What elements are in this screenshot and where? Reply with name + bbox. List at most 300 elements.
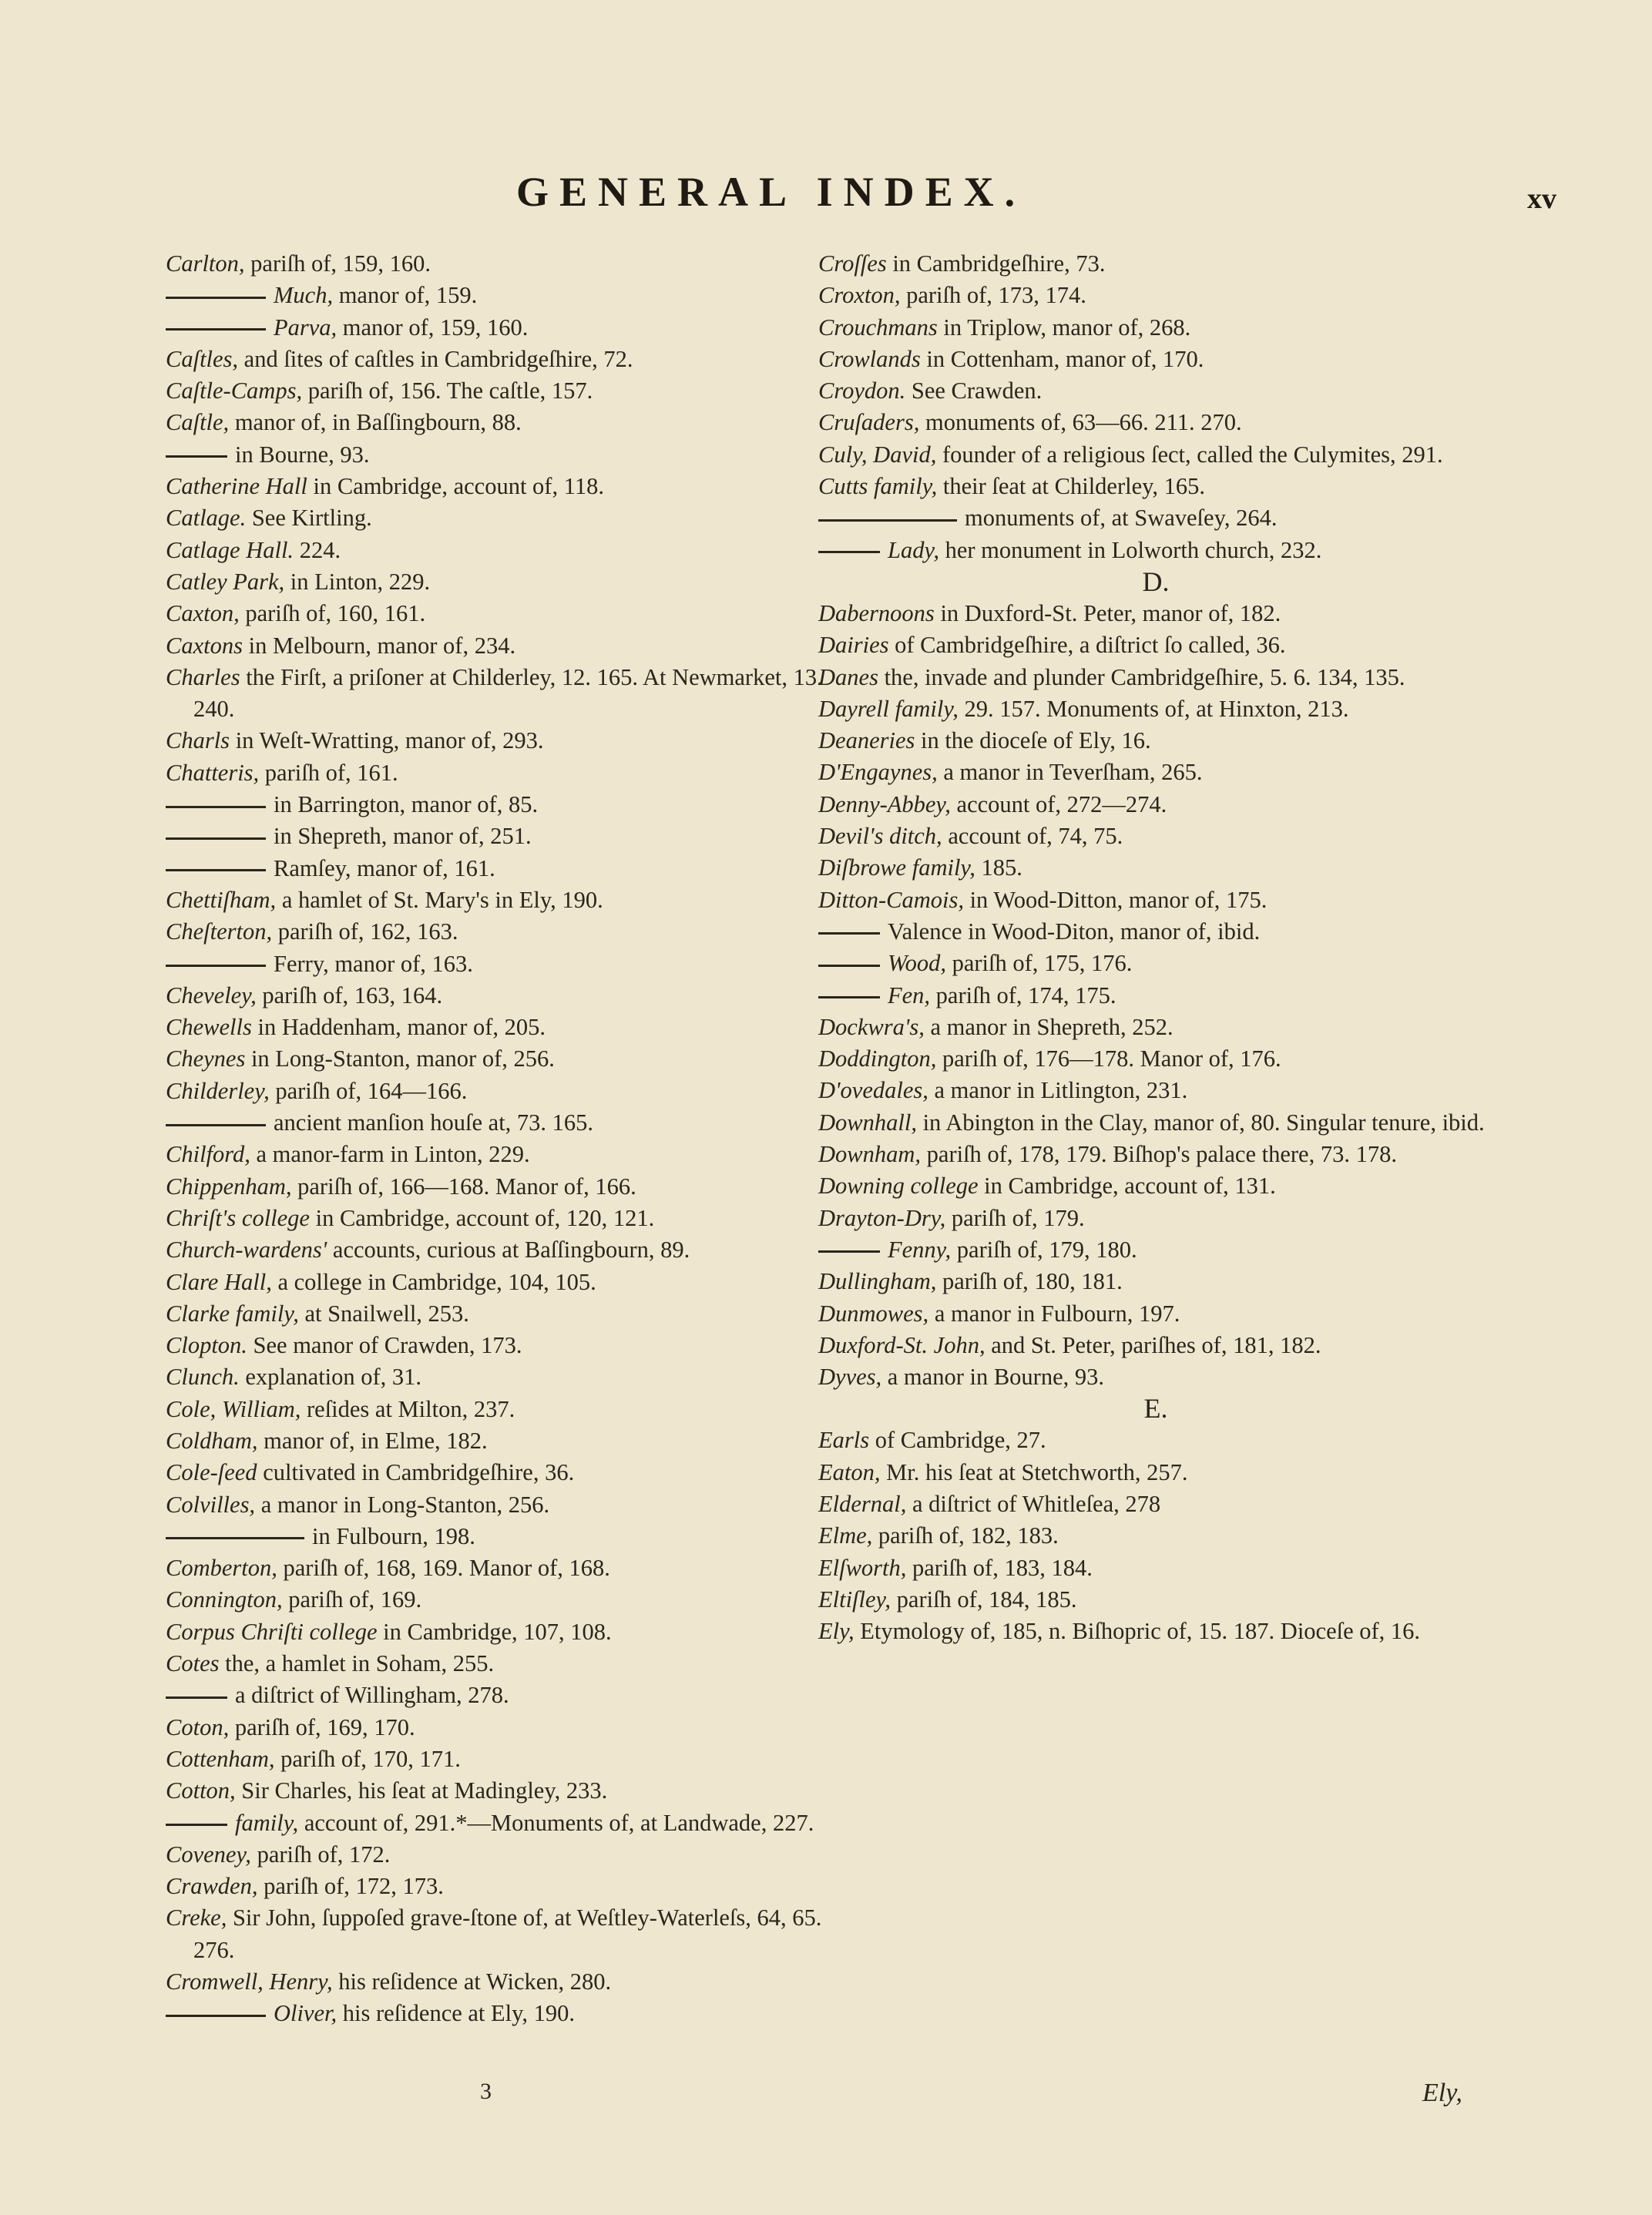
entry-text: his reſidence at Wicken, 280. — [332, 1968, 612, 1995]
index-entry — [818, 375, 1493, 407]
entry-text: pariſh of, 179, 180. — [951, 1236, 1137, 1263]
index-entry — [818, 502, 1493, 534]
index-entry — [818, 471, 1493, 502]
ditto-dash — [166, 328, 266, 331]
entry-text: pariſh of, 159, 160. — [244, 250, 431, 277]
entry-term: Caſtle, — [166, 409, 230, 436]
entry-term: Caxton, — [166, 600, 240, 627]
entry-term: Cromwell, Henry, — [166, 1968, 333, 1995]
entry-term: Crawden, — [166, 1873, 258, 1900]
index-entry — [818, 1330, 1493, 1361]
index-entry — [166, 1489, 825, 1521]
ditto-dash — [818, 519, 957, 522]
entry-text: in Linton, 229. — [284, 568, 431, 595]
entry-term: Clunch. — [166, 1364, 240, 1391]
entry-term: Drayton-Dry, — [818, 1204, 946, 1231]
index-entry — [166, 1871, 825, 1902]
entry-text: his reſidence at Ely, 190. — [337, 2000, 576, 2027]
entry-text: pariſh of, 184, 185. — [891, 1586, 1077, 1613]
entry-text: a diſtrict of Willingham, 278. — [235, 1682, 509, 1709]
index-entry — [818, 1584, 1493, 1616]
entry-text: her monument in Lolworth church, 232. — [938, 536, 1322, 563]
entry-text: in Cambridge, 107, 108. — [377, 1618, 612, 1645]
index-entry — [166, 248, 825, 280]
entry-term: Cutts family, — [818, 473, 938, 500]
entry-term: Fen, — [888, 982, 931, 1008]
entry-term: Elme, — [818, 1522, 873, 1549]
entry-term: Devil's ditch, — [818, 823, 942, 850]
entry-term: Catherine Hall — [166, 473, 307, 500]
letter-heading: E. — [1143, 1393, 1168, 1425]
entry-text: pariſh of, 182, 183. — [872, 1522, 1059, 1549]
entry-text: pariſh of, 160, 161. — [239, 600, 426, 627]
entry-text: 224. — [294, 536, 341, 563]
entry-text: pariſh of, 172, 173. — [257, 1873, 444, 1900]
entry-term: Croydon. — [818, 378, 906, 404]
entry-text: a college in Cambridge, 104, 105. — [271, 1268, 596, 1295]
page-number: xv — [1527, 183, 1556, 215]
entry-term: Catlage Hall. — [166, 536, 294, 563]
right-column — [818, 248, 1493, 1647]
index-entry — [166, 280, 825, 311]
index-entry — [166, 1171, 825, 1203]
entry-term: Crouchmans — [818, 314, 938, 341]
entry-text: pariſh of, 172. — [250, 1841, 391, 1868]
ditto-dash — [818, 996, 880, 998]
entry-term: Dairies — [818, 632, 889, 659]
index-entry — [166, 1584, 825, 1616]
index-entry — [818, 1012, 1493, 1043]
entry-text: the, invade and plunder Cambridgeſhire, 5. 6. 134, 135. — [878, 663, 1405, 690]
ditto-dash — [818, 965, 880, 967]
entry-term: Fenny, — [888, 1236, 952, 1263]
entry-text: a manor in Teverſham, 265. — [937, 759, 1203, 786]
ditto-dash — [166, 869, 266, 871]
entry-text: in Duxford-St. Peter, manor of, 182. — [934, 599, 1281, 626]
index-entry — [166, 1712, 825, 1743]
index-entry — [818, 693, 1493, 725]
index-entry — [166, 407, 825, 438]
index-entry — [818, 1139, 1493, 1170]
index-entry — [166, 1807, 825, 1839]
index-entry — [818, 1457, 1493, 1488]
entry-text: cultivated in Cambridgeſhire, 36. — [257, 1459, 575, 1486]
ditto-dash — [166, 806, 266, 808]
entry-text: Sir John, ſuppoſed grave-ſtone of, at Weſtley-Waterleſs, 64, 65. 276. — [193, 1905, 822, 1963]
index-entry — [166, 1648, 825, 1680]
index-entry — [166, 916, 825, 948]
ditto-dash — [166, 1824, 227, 1826]
index-entry — [166, 535, 825, 566]
index-entry — [818, 1520, 1493, 1552]
ditto-dash — [166, 1537, 304, 1539]
entry-term: Dyves, — [818, 1364, 882, 1391]
entry-text: pariſh of, 168, 169. Manor of, 168. — [277, 1555, 610, 1582]
entry-text: in Cambridgeſhire, 73. — [886, 250, 1106, 277]
entry-term: Dabernoons — [818, 599, 935, 626]
entry-term: Coldham, — [166, 1427, 258, 1454]
index-entry — [818, 1075, 1493, 1106]
entry-text: account of, 291.*—Monuments of, at Landwade, 227. — [298, 1809, 814, 1836]
entry-term: Dayrell family, — [818, 695, 959, 722]
index-entry — [166, 1043, 825, 1075]
entry-term: family, — [235, 1809, 299, 1836]
entry-text: explanation of, 31. — [239, 1364, 422, 1391]
entry-text: pariſh of, 178, 179. Biſhop's palace there, 73. 178. — [921, 1141, 1397, 1168]
entry-text: in Abington in the Clay, manor of, 80. Singular tenure, ibid. — [916, 1109, 1485, 1136]
entry-text: in the dioceſe of Ely, 16. — [915, 727, 1151, 754]
index-entry — [818, 725, 1493, 757]
entry-term: Croxton, — [818, 282, 901, 309]
index-entry — [166, 312, 825, 344]
entry-term: Church-wardens' — [166, 1237, 327, 1264]
index-entry — [818, 1043, 1493, 1075]
index-entry — [166, 1394, 825, 1425]
index-entry — [166, 630, 825, 662]
index-entry — [166, 1203, 825, 1234]
entry-term: Caſtle-Camps, — [166, 378, 303, 404]
index-entry — [818, 789, 1493, 821]
entry-text: See Crawden. — [905, 378, 1043, 404]
entry-text: ancient manſion houſe at, 73. 165. — [274, 1109, 594, 1136]
entry-term: Ely, — [818, 1618, 855, 1645]
entry-text: in Triplow, manor of, 268. — [937, 314, 1191, 341]
ditto-dash — [166, 455, 227, 458]
entry-term: Earls — [818, 1427, 870, 1454]
index-entry — [166, 980, 825, 1012]
index-entry — [166, 1361, 825, 1393]
entry-text: in Haddenham, manor of, 205. — [251, 1014, 546, 1041]
entry-term: Carlton, — [166, 250, 245, 277]
ditto-dash — [166, 965, 266, 967]
entry-text: pariſh of, 156. The caſtle, 157. — [302, 378, 593, 404]
entry-text: in Wood-Ditton, manor of, 175. — [963, 886, 1268, 913]
entry-text: manor of, 159. — [333, 282, 478, 309]
entry-term: Deaneries — [818, 727, 915, 754]
index-entry — [818, 757, 1493, 788]
entry-text: in Long-Stanton, manor of, 256. — [245, 1045, 555, 1072]
index-entry — [166, 725, 825, 757]
index-entry — [818, 884, 1493, 916]
entry-text: a manor in Litlington, 231. — [928, 1077, 1188, 1104]
index-entry — [818, 248, 1493, 280]
entry-text: reſides at Milton, 237. — [301, 1395, 515, 1422]
entry-text: monuments of, at Swaveſey, 264. — [965, 505, 1278, 532]
entry-term: Dockwra's, — [818, 1013, 925, 1040]
entry-term: Chriſt's college — [166, 1204, 310, 1231]
entry-term: Oliver, — [274, 2000, 337, 2027]
entry-term: Duxford-St. John, — [818, 1331, 985, 1358]
entry-text: pariſh of, 163, 164. — [256, 982, 443, 1008]
entry-text: pariſh of, 183, 184. — [906, 1554, 1093, 1581]
ditto-dash — [166, 837, 266, 840]
entry-term: Croſſes — [818, 250, 887, 277]
entry-text: in Cambridge, account of, 118. — [307, 473, 604, 500]
entry-term: Creke, — [166, 1905, 227, 1931]
entry-text: in Melbourn, manor of, 234. — [242, 632, 516, 659]
entry-term: Denny-Abbey, — [818, 790, 951, 817]
entry-text: pariſh of, 173, 174. — [900, 282, 1086, 309]
entry-text: in Fulbourn, 198. — [312, 1522, 475, 1549]
index-entry — [166, 1298, 825, 1330]
entry-text: pariſh of, 164—166. — [269, 1077, 468, 1104]
entry-term: Cotes — [166, 1650, 220, 1677]
entry-term: D'ovedales, — [818, 1077, 928, 1104]
index-entry — [818, 1203, 1493, 1234]
entry-term: Cotton, — [166, 1777, 236, 1804]
index-entry — [166, 1552, 825, 1584]
entry-text: in Weſt-Wratting, manor of, 293. — [230, 727, 544, 754]
entry-term: Culy, David, — [818, 441, 937, 468]
entry-text: 185. — [975, 854, 1022, 881]
entry-text: pariſh of, 169. — [282, 1586, 422, 1613]
signature-mark: 3 — [480, 2079, 492, 2104]
index-entry — [818, 598, 1493, 629]
ditto-dash — [166, 297, 266, 299]
index-entry — [818, 535, 1493, 566]
index-entry — [818, 852, 1493, 884]
index-entry — [166, 502, 825, 534]
entry-text: 29. 157. Monuments of, at Hinxton, 213. — [958, 695, 1349, 722]
entry-term: Downing college — [818, 1173, 979, 1200]
entry-term: Clarke family, — [166, 1300, 299, 1327]
entry-term: Diſbrowe family, — [818, 854, 975, 881]
ditto-dash — [818, 1250, 880, 1253]
index-entry — [166, 1616, 825, 1648]
entry-text: a manor in Bourne, 93. — [881, 1364, 1104, 1391]
entry-text: pariſh of, 179. — [945, 1204, 1085, 1231]
index-entry — [818, 407, 1493, 438]
entry-text: their ſeat at Childerley, 165. — [937, 473, 1206, 500]
ditto-dash — [166, 1124, 266, 1126]
entry-term: Catlage. — [166, 505, 247, 532]
index-entry — [166, 1330, 825, 1361]
index-entry — [166, 1521, 825, 1552]
entry-term: Cottenham, — [166, 1745, 275, 1772]
entry-text: See manor of Crawden, 173. — [247, 1332, 522, 1359]
entry-text: in Cambridge, account of, 120, 121. — [309, 1204, 655, 1231]
entry-term: Comberton, — [166, 1555, 277, 1582]
index-entry — [818, 1298, 1493, 1330]
page-title: GENERAL INDEX. — [516, 169, 1026, 215]
entry-term: Chewells — [166, 1014, 252, 1041]
index-entry — [166, 853, 825, 884]
entry-term: Parva, — [274, 314, 337, 341]
entry-term: Eltiſley, — [818, 1586, 891, 1613]
entry-term: Caxtons — [166, 632, 243, 659]
entry-text: manor of, in Baſſingbourn, 88. — [229, 409, 522, 436]
index-entry — [166, 1139, 825, 1170]
index-entry — [818, 980, 1493, 1012]
catchword: Ely, — [1422, 2079, 1462, 2107]
entry-term: Lady, — [888, 536, 939, 563]
index-entry — [818, 1616, 1493, 1647]
index-entry — [166, 566, 825, 598]
entry-term: Eldernal, — [818, 1490, 907, 1517]
entry-term: Chettiſham, — [166, 886, 277, 913]
entry-text: and St. Peter, pariſhes of, 181, 182. — [985, 1331, 1321, 1358]
entry-text: and ſites of caſtles in Cambridgeſhire, 72. — [238, 345, 633, 372]
index-entry — [818, 1425, 1493, 1456]
index-entry — [166, 1775, 825, 1807]
index-entry — [166, 789, 825, 821]
index-entry — [166, 439, 825, 471]
entry-text: See Kirtling. — [246, 505, 372, 532]
entry-term: Connington, — [166, 1586, 283, 1613]
entry-term: Corpus Chriſti college — [166, 1618, 378, 1645]
index-entry — [166, 598, 825, 629]
entry-term: Chippenham, — [166, 1173, 292, 1200]
index-entry — [166, 1076, 825, 1107]
index-entry — [818, 280, 1493, 311]
index-entry — [166, 471, 825, 502]
entry-text: at Snailwell, 253. — [298, 1300, 469, 1327]
index-entry — [818, 439, 1493, 471]
index-entry — [166, 344, 825, 375]
index-entry — [818, 1361, 1493, 1393]
entry-term: Dullingham, — [818, 1268, 937, 1295]
index-entry — [166, 1998, 825, 2029]
left-column — [166, 248, 825, 2030]
index-entry — [818, 821, 1493, 852]
entry-term: Dunmowes, — [818, 1300, 929, 1327]
index-entry — [166, 375, 825, 407]
ditto-dash — [818, 932, 880, 935]
index-entry — [166, 1012, 825, 1043]
index-entry — [818, 1234, 1493, 1266]
entry-term: Coveney, — [166, 1841, 251, 1868]
entry-text: pariſh of, 169, 170. — [229, 1713, 415, 1740]
index-entry — [818, 1266, 1493, 1297]
index-entry — [166, 948, 825, 980]
entry-term: Clopton. — [166, 1332, 247, 1359]
entry-text: a hamlet of St. Mary's in Ely, 190. — [276, 886, 603, 913]
entry-term: D'Engaynes, — [818, 759, 938, 786]
entry-term: Cole-ſeed — [166, 1459, 257, 1486]
entry-text: pariſh of, 180, 181. — [936, 1268, 1123, 1295]
entry-text: pariſh of, 175, 176. — [945, 950, 1133, 977]
entry-text: Valence in Wood-Diton, manor of, ibid. — [888, 918, 1261, 945]
ditto-dash — [818, 551, 880, 553]
index-entry — [166, 1425, 825, 1457]
entry-term: Much, — [274, 282, 334, 309]
index-entry — [818, 1107, 1493, 1139]
entry-term: Crowlands — [818, 345, 921, 372]
entry-text: in Bourne, 93. — [235, 441, 370, 468]
entry-term: Ditton-Camois, — [818, 886, 964, 913]
entry-term: Wood, — [888, 950, 946, 977]
entry-text: accounts, curious at Baſſingbourn, 89. — [327, 1237, 690, 1264]
index-entry — [166, 1234, 825, 1266]
entry-term: Eaton, — [818, 1458, 881, 1485]
entry-term: Catley Park, — [166, 568, 285, 595]
entry-term: Caſtles, — [166, 345, 239, 372]
entry-text: Ramſey, manor of, 161. — [274, 854, 495, 881]
index-entry — [166, 1107, 825, 1139]
entry-text: account of, 272—274. — [950, 790, 1167, 817]
entry-text: pariſh of, 166—168. Manor of, 166. — [291, 1173, 636, 1200]
index-entry — [166, 1966, 825, 1998]
index-entry — [818, 948, 1493, 979]
entry-term: Coton, — [166, 1713, 230, 1740]
index-entry — [166, 1680, 825, 1711]
entry-text: a manor in Long-Stanton, 256. — [255, 1491, 550, 1518]
entry-term: Cheynes — [166, 1045, 246, 1072]
index-entry — [818, 662, 1493, 693]
entry-text: manor of, in Elme, 182. — [257, 1427, 488, 1454]
entry-text: of Cambridgeſhire, a diſtrict ſo called, 36. — [888, 632, 1286, 659]
entry-text: pariſh of, 162, 163. — [272, 918, 458, 945]
index-entry — [166, 884, 825, 916]
index-entry — [166, 1457, 825, 1488]
letter-heading: D. — [1142, 565, 1170, 597]
index-entry — [166, 757, 825, 789]
entry-text: Mr. his ſeat at Stetchworth, 257. — [880, 1458, 1188, 1485]
index-entry — [166, 1743, 825, 1775]
entry-term: Downham, — [818, 1141, 922, 1168]
entry-text: founder of a religious ſect, called the Culymites, 291. — [936, 441, 1443, 468]
entry-text: Ferry, manor of, 163. — [274, 950, 473, 977]
entry-text: in Cottenham, manor of, 170. — [920, 345, 1204, 372]
index-entry — [818, 344, 1493, 375]
entry-text: Etymology of, 185, n. Biſhopric of, 15. 187. Dioceſe of, 16. — [854, 1618, 1421, 1645]
index-entry — [818, 1552, 1493, 1584]
entry-text: pariſh of, 176—178. Manor of, 176. — [936, 1045, 1281, 1072]
entry-term: Cheveley, — [166, 982, 257, 1008]
index-entry — [166, 1902, 825, 1966]
index-entry — [166, 662, 825, 726]
entry-term: Clare Hall, — [166, 1268, 272, 1295]
entry-term: Charles — [166, 663, 240, 690]
entry-text: Sir Charles, his ſeat at Madingley, 233. — [235, 1777, 608, 1804]
entry-text: in Cambridge, account of, 131. — [978, 1173, 1276, 1200]
index-entry — [818, 629, 1493, 661]
entry-text: a manor in Fulbourn, 197. — [928, 1300, 1180, 1327]
page-header — [0, 168, 1652, 214]
entry-term: Doddington, — [818, 1045, 937, 1072]
entry-term: Cruſaders, — [818, 409, 920, 436]
entry-text: monuments of, 63—66. 211. 270. — [919, 409, 1242, 436]
entry-term: Colvilles, — [166, 1491, 256, 1518]
ditto-dash — [166, 1696, 227, 1699]
entry-text: in Barrington, manor of, 85. — [274, 791, 539, 818]
entry-term: Chilford, — [166, 1141, 250, 1168]
entry-text: pariſh of, 170, 171. — [274, 1745, 461, 1772]
index-entry — [166, 1839, 825, 1871]
index-entry — [166, 1267, 825, 1298]
entry-text: account of, 74, 75. — [942, 823, 1123, 850]
entry-term: Elſworth, — [818, 1554, 907, 1581]
entry-text: pariſh of, 161. — [259, 759, 398, 786]
index-entry — [818, 1488, 1493, 1520]
index-entry — [818, 1170, 1493, 1202]
entry-term: Cheſterton, — [166, 918, 273, 945]
entry-text: of Cambridge, 27. — [869, 1427, 1046, 1454]
entry-term: Cole, William, — [166, 1395, 301, 1422]
ditto-dash — [166, 2015, 266, 2017]
entry-text: a manor in Shepreth, 252. — [924, 1013, 1174, 1040]
index-entry — [166, 821, 825, 852]
entry-term: Downhall, — [818, 1109, 917, 1136]
entry-text: the Firſt, a priſoner at Childerley, 12. 165. At Newmarket, 13. 240. — [193, 663, 823, 723]
entry-term: Chatteris, — [166, 759, 260, 786]
index-entry — [818, 312, 1493, 344]
entry-text: the, a hamlet in Soham, 255. — [219, 1650, 495, 1677]
entry-text: pariſh of, 174, 175. — [930, 982, 1116, 1008]
entry-text: a manor-farm in Linton, 229. — [250, 1141, 530, 1168]
entry-text: in Shepreth, manor of, 251. — [274, 823, 532, 850]
entry-text: manor of, 159, 160. — [337, 314, 529, 341]
